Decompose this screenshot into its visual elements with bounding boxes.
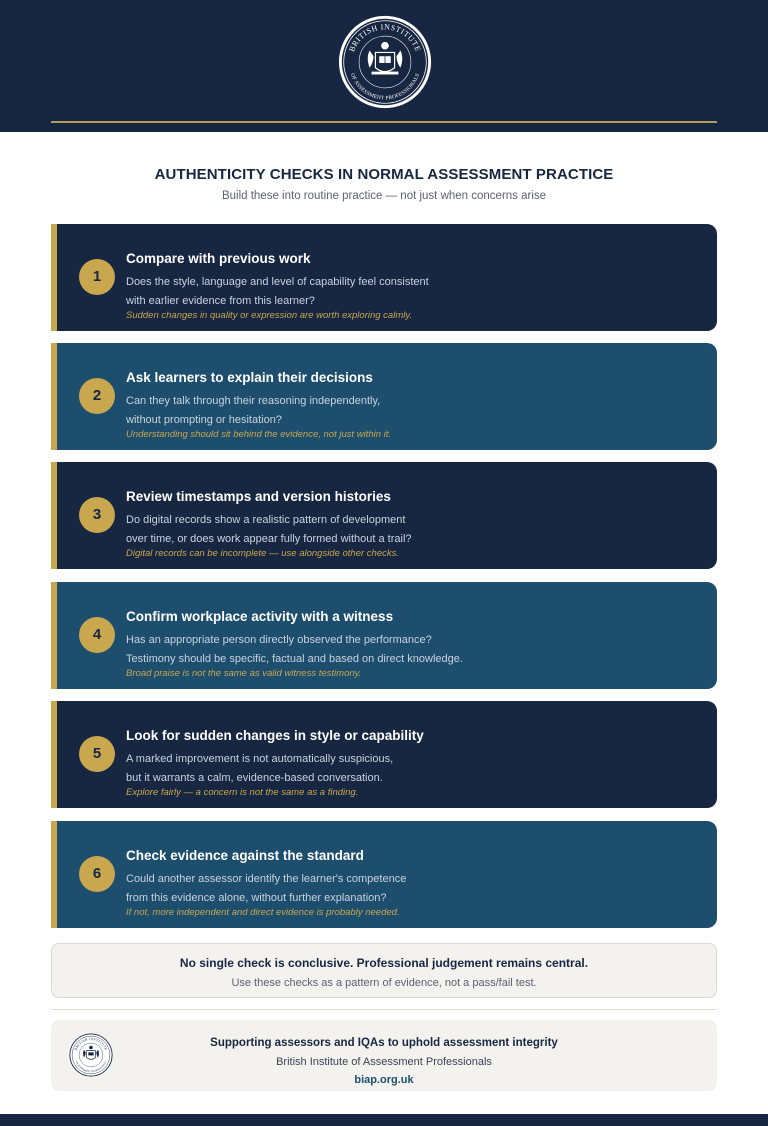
page-title: AUTHENTICITY CHECKS IN NORMAL ASSESSMENT PRACTICE (154, 166, 614, 183)
footer-bar (0, 1114, 768, 1126)
svg-text:BRITISH INSTITUTE: BRITISH INSTITUTE (73, 1036, 109, 1051)
divider (51, 1009, 717, 1010)
callout-heading: No single check is conclusive. Professional judgement remains central. (179, 956, 589, 970)
check-body-line: Does the style, language and level of capability feel consistent (126, 276, 429, 288)
check-number-badge: 1 (79, 259, 115, 295)
check-body (126, 392, 546, 429)
institute-seal-logo (337, 14, 433, 110)
check-card-3 (51, 462, 717, 569)
check-body (126, 511, 546, 548)
check-note: Digital records can be incomplete — use alongside other checks. (126, 548, 400, 559)
check-heading: Ask learners to explain their decisions (126, 370, 373, 385)
footer-tagline: Supporting assessors and IQAs to uphold assessment integrity (210, 1037, 558, 1049)
check-card-1 (51, 224, 717, 331)
check-note: If not, more independent and direct evidence is probably needed. (126, 907, 400, 918)
footer-organisation: British Institute of Assessment Professionals (276, 1056, 492, 1068)
check-body (126, 870, 546, 907)
check-body-line: Do digital records show a realistic pattern of development (126, 514, 406, 526)
check-body-line: but it warrants a calm, evidence-based conversation. (126, 771, 383, 784)
check-body-line: without prompting or hesitation? (126, 413, 282, 426)
svg-text:OF ASSESSMENT PROFESSIONALS: OF ASSESSMENT PROFESSIONALS (74, 1060, 108, 1074)
check-card-5 (51, 701, 717, 808)
check-body-line: over time, or does work appear fully formed without a trail? (126, 532, 412, 545)
footer-website-link[interactable]: biap.org.uk (354, 1074, 414, 1086)
footer-box (51, 1020, 717, 1091)
check-heading: Check evidence against the standard (126, 848, 364, 863)
check-body-line: from this evidence alone, without further explanation? (126, 891, 387, 904)
header-banner (0, 0, 768, 132)
page-subtitle: Build these into routine practice — not just when concerns arise (221, 190, 547, 202)
check-body-line: A marked improvement is not automatically suspicious, (126, 753, 394, 765)
check-card-2 (51, 343, 717, 450)
check-heading: Review timestamps and version histories (126, 489, 391, 504)
check-body (126, 631, 546, 668)
header-gold-rule (51, 121, 717, 123)
check-number-badge: 5 (79, 736, 115, 772)
check-card-4 (51, 582, 717, 689)
check-note: Sudden changes in quality or expression are worth exploring calmly. (126, 310, 413, 321)
check-note: Explore fairly — a concern is not the same as a finding. (126, 787, 359, 798)
check-number-badge: 6 (79, 856, 115, 892)
check-card-6 (51, 821, 717, 928)
check-body-line: Testimony should be specific, factual and based on direct knowledge. (126, 652, 463, 665)
check-heading: Confirm workplace activity with a witness (126, 609, 394, 624)
check-heading: Look for sudden changes in style or capability (126, 728, 424, 743)
check-number-badge: 2 (79, 378, 115, 414)
svg-text:OF ASSESSMENT PROFESSIONALS: OF ASSESSMENT PROFESSIONALS (348, 72, 422, 102)
check-heading: Compare with previous work (126, 251, 311, 266)
check-number-badge: 4 (79, 617, 115, 653)
svg-text:BRITISH INSTITUTE: BRITISH INSTITUTE (347, 22, 423, 54)
check-body (126, 750, 546, 787)
check-number-badge: 3 (79, 497, 115, 533)
check-body-line: Has an appropriate person directly observed the performance? (126, 634, 432, 646)
check-body-line: with earlier evidence from this learner? (126, 294, 315, 307)
check-note: Broad praise is not the same as valid witness testimony. (126, 668, 362, 679)
check-body-line: Can they talk through their reasoning independently, (126, 395, 381, 407)
check-body (126, 273, 546, 310)
summary-callout (51, 943, 717, 998)
check-body-line: Could another assessor identify the learner's competence (126, 873, 407, 885)
callout-subtext: Use these checks as a pattern of evidence, not a pass/fail test. (231, 977, 537, 989)
check-note: Understanding should sit behind the evidence, not just within it. (126, 429, 392, 440)
